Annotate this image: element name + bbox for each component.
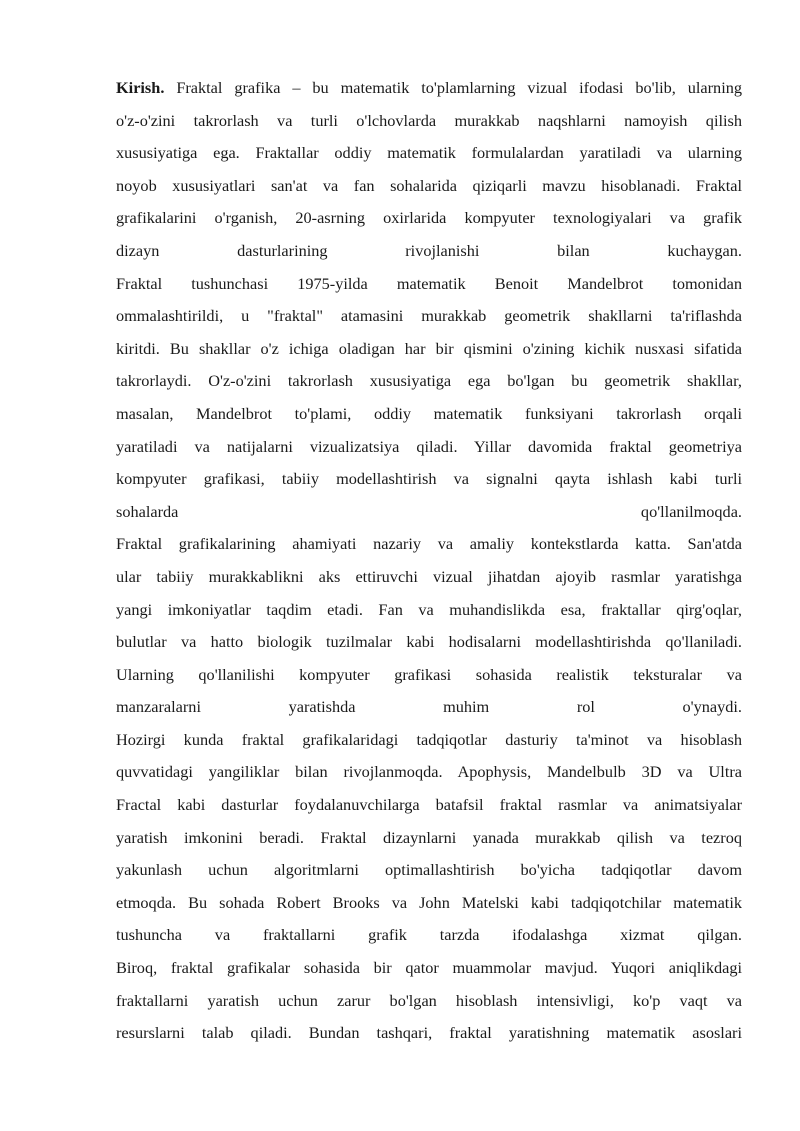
text-line: o'z-o'zini takrorlash va turli o'lchovlarda murakkab naqshlarni namoyish qilish xyxy=(116,110,742,130)
text-line: manzaralarni yaratishda muhim rol o'ynaydi. xyxy=(116,697,742,717)
text-line: noyob xususiyatlari san'at va fan sohalarida qiziqarli mavzu hisoblanadi. Fraktal xyxy=(116,175,742,195)
document-body xyxy=(116,72,742,1050)
text-line-content: Fraktal grafika – bu matematik to'plamlarning vizual ifodasi bo'lib, ularning xyxy=(164,78,742,97)
text-line: yaratiladi va natijalarni vizualizatsiya qiladi. Yillar davomida fraktal geometriya xyxy=(116,436,742,456)
text-line: quvvatidagi yangiliklar bilan rivojlanmoqda. Apophysis, Mandelbulb 3D va Ultra xyxy=(116,762,742,782)
text-line: Hozirgi kunda fraktal grafikalaridagi tadqiqotlar dasturiy ta'minot va hisoblash xyxy=(116,729,742,749)
text-line: xususiyatiga ega. Fraktallar oddiy matematik formulalardan yaratiladi va ularning xyxy=(116,143,742,163)
text-line: bulutlar va hatto biologik tuzilmalar kabi hodisalarni modellashtirishda qo'llaniladi. xyxy=(116,632,742,652)
text-line: dizayn dasturlarining rivojlanishi bilan kuchaygan. xyxy=(116,240,742,260)
text-line: masalan, Mandelbrot to'plami, oddiy matematik funksiyani takrorlash orqali xyxy=(116,403,742,423)
text-line: yangi imkoniyatlar taqdim etadi. Fan va muhandislikda esa, fraktallar qirg'oqlar, xyxy=(116,599,742,619)
text-line: Ularning qo'llanilishi kompyuter grafikasi sohasida realistik teksturalar va xyxy=(116,664,742,684)
text-line: ular tabiiy murakkablikni aks ettiruvchi vizual jihatdan ajoyib rasmlar yaratishga xyxy=(116,566,742,586)
text-line: Fractal kabi dasturlar foydalanuvchilarga batafsil fraktal rasmlar va animatsiyalar xyxy=(116,795,742,815)
text-line xyxy=(116,72,742,105)
text-line: Fraktal grafikalarining ahamiyati nazariy va amaliy kontekstlarda katta. San'atda xyxy=(116,534,742,554)
text-line: resurslarni talab qiladi. Bundan tashqari, fraktal yaratishning matematik asoslari xyxy=(116,1023,742,1043)
text-line: yaratish imkonini beradi. Fraktal dizaynlarni yanada murakkab qilish va tezroq xyxy=(116,827,742,847)
text-line: sohalarda qo'llanilmoqda. xyxy=(116,501,742,521)
section-heading: Kirish. xyxy=(116,78,165,97)
text-line: tushuncha va fraktallarni grafik tarzda ifodalashga xizmat qilgan. xyxy=(116,925,742,945)
text-line: Fraktal tushunchasi 1975-yilda matematik Benoit Mandelbrot tomonidan xyxy=(116,273,742,293)
text-line: ommalashtirildi, u "fraktal" atamasini murakkab geometrik shakllarni ta'riflashda xyxy=(116,306,742,326)
text-line: kiritdi. Bu shakllar o'z ichiga oladigan har bir qismini o'zining kichik nusxasi sifatida xyxy=(116,338,742,358)
text-line: kompyuter grafikasi, tabiiy modellashtirish va signalni qayta ishlash kabi turli xyxy=(116,469,742,489)
text-line: yakunlash uchun algoritmlarni optimallashtirish bo'yicha tadqiqotlar davom xyxy=(116,860,742,880)
text-line: etmoqda. Bu sohada Robert Brooks va John Matelski kabi tadqiqotchilar matematik xyxy=(116,892,742,912)
text-line: Biroq, fraktal grafikalar sohasida bir qator muammolar mavjud. Yuqori aniqlikdagi xyxy=(116,958,742,978)
text-line: takrorlaydi. O'z-o'zini takrorlash xususiyatiga ega bo'lgan bu geometrik shakllar, xyxy=(116,371,742,391)
text-line: fraktallarni yaratish uchun zarur bo'lgan hisoblash intensivligi, ko'p vaqt va xyxy=(116,990,742,1010)
text-line: grafikalarini o'rganish, 20-asrning oxirlarida kompyuter texnologiyalari va grafik xyxy=(116,208,742,228)
